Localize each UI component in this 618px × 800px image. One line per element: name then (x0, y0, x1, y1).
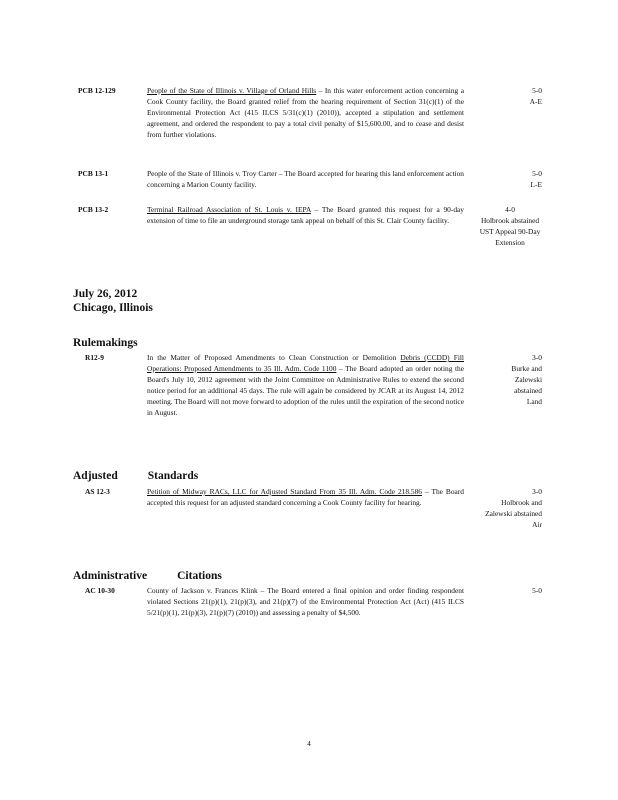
page-number: 4 (307, 739, 311, 748)
case-text: – The Board accepted this request for an adjusted standard concerning a Cook County facility for hearing. (147, 487, 464, 507)
vote-note: Holbrook and Zalewski abstained (485, 498, 542, 518)
section-heading-rulemakings: Rulemakings (73, 337, 138, 349)
case-description (147, 204, 464, 226)
section-heading-administrative-citations: Administrative Citations (73, 570, 222, 582)
case-type: L-E (530, 180, 542, 189)
case-title: Petition of Midway RACs, LLC for Adjusted Standard From 35 Ill. Adm. Code 218.586 (147, 487, 422, 496)
vote-count: 3-0 (532, 487, 542, 496)
case-description (147, 352, 464, 418)
vote-tally (472, 585, 542, 596)
docket-number: AC 10-30 (85, 586, 115, 595)
case-description (147, 486, 464, 508)
vote-note: Burke and Zalewski abstained (511, 364, 542, 395)
case-type: Land (526, 397, 542, 406)
case-title: Debris (CCDD) Fill Operations: Proposed Amendments to 35 Ill. Adm. Code 1100 (147, 353, 464, 373)
meeting-date: July 26, 2012 (73, 288, 138, 300)
case-type: Air (532, 520, 542, 529)
docket-number: PCB 13-1 (78, 169, 109, 178)
vote-count: 3-0 (532, 353, 542, 362)
vote-tally (472, 85, 542, 107)
vote-count: 5-0 (532, 586, 542, 595)
case-text: In the Matter of Proposed Amendments to Clean Construction or Demolition (147, 353, 401, 362)
case-type: A-E (529, 97, 542, 106)
meeting-header (73, 287, 153, 315)
case-text: – In this water enforcement action concerning a Cook County facility, the Board granted relief from the hearing requirement of Section 31(c)(1) of the Environmental Protection Act (415 ILCS 5/31(c)(1) (2010)), accepted a stipulation and settlement agreement, and ordered the respondent to pay a total civil penalty of $15,600.00, and to cease and desist from further violations. (147, 86, 464, 139)
docket-number: R12-9 (85, 353, 104, 362)
vote-count: 5-0 (532, 86, 542, 95)
case-title: People of the State of Illinois v. Village of Orland Hills (147, 86, 317, 95)
meeting-place: Chicago, Illinois (73, 302, 153, 314)
vote-count: 4-0 (505, 205, 515, 214)
case-text: People of the State of Illinois v. Troy Carter – The Board accepted for hearing this land enforcement action concerning a Marion County facility. (147, 169, 464, 189)
case-title: Terminal Railroad Association of St. Louis v. IEPA (147, 205, 311, 214)
vote-tally (486, 352, 542, 407)
case-description (147, 585, 464, 618)
case-description (147, 85, 464, 140)
case-text: County of Jackson v. Frances Klink – The Board entered a final opinion and order finding respondent violated Sections 21(p)(1), 21(p)(3), and 21(p)(7) of the Environmental Protection Act (Act) (415 ILCS 5/21(p)(1), 21(p)(3), 21(p)(7) (2010)) and assessing a penalty of $4,500. (147, 586, 464, 617)
vote-note: Holbrook abstained (480, 216, 540, 225)
case-type: UST Appeal 90-Day Extension (479, 227, 541, 247)
case-text: – The Board granted this request for a 90-day extension of time to file an underground storage tank appeal on behalf of this St. Clair County facility. (147, 205, 464, 225)
vote-count: 5-0 (532, 169, 542, 178)
docket-number: PCB 13-2 (78, 205, 109, 214)
case-text: – The Board adopted an order noting the Board's July 10, 2012 agreement with the Joint Committee on Administrative Rules to extend the second notice period for an additional 45 days. The rule will again be considered by JCAR at its August 14, 2012 meeting. The Board will not move forward to adoption of the rules until the expiration of the second notice in August. (147, 364, 464, 417)
vote-tally (472, 168, 542, 190)
vote-tally (484, 486, 542, 530)
docket-number: AS 12-3 (85, 487, 110, 496)
section-heading-adjusted-standards: Adjusted Standards (73, 470, 199, 482)
vote-tally (476, 204, 544, 248)
docket-number: PCB 12-129 (78, 86, 116, 95)
case-description (147, 168, 464, 190)
